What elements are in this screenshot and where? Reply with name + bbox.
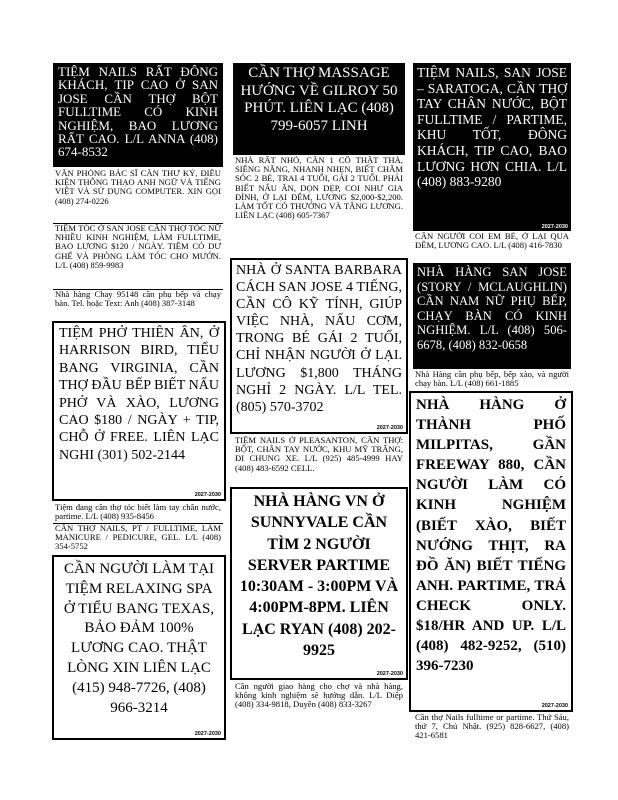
ad-nanny-two-kids	[233, 156, 405, 256]
ad-text: Tiệm đang cần thợ tóc biết làm tay chân nước, partime. L/L (408) 935-8456	[55, 503, 221, 522]
ad-nails-pleasanton	[233, 436, 405, 486]
ad-text: Nhà hàng Chay 95148 cần phụ bếp và chạy bàn. Tel. hoặc Text: Anh (408) 387-3148	[55, 289, 221, 309]
ad-text: Cần thợ Nails fulltime or partime. Thứ Sáu, thứ 7, Chủ Nhật. (925) 828-6627, (408) 421-6581	[415, 713, 569, 741]
ad-text: CẦN THỢ MASSAGE HƯỚNG VỀ GILROY 50 PHÚT. LIÊN LẠC (408) 799-6057 LINH	[240, 65, 398, 134]
ad-text: NHÀ RẤT NHỎ, CẦN 1 CÔ THẬT THÀ, SIÊNG NĂNG, NHANH NHẸN, BIẾT CHĂM SÓC 2 BÉ, TRAI 4 TUỔI, GÁI 2 TUỔI. PHẢI BIẾT NẤU ĂN, DỌN DẸP, COI NHƯ GIA ĐÌNH, Ở LẠI ĐÊM, LƯƠNG $2,000-$2,200. LÀM TỐT CÓ THƯỞNG VÀ TĂNG LƯƠNG. LIÊN LẠC (408) 605-7367	[235, 156, 403, 221]
ad-text: CẦN NGƯỜI COI EM BÉ, Ở LẠI QUA ĐÊM, LƯƠNG CAO. L/L (408) 416-7830	[415, 232, 569, 251]
ad-code: 2027-2030	[376, 671, 403, 677]
ad-text: TIỆM NAILS Ở PLEASANTON, CẦN THỢ: BỘT, CHÂN TAY NƯỚC, KHU MỸ TRẮNG, ĐI CHUNG XE. L/L (925) 485-4999 HAY (408) 483-6592 CELL.	[235, 436, 403, 473]
ad-hair-nails-partime	[53, 503, 223, 523]
ad-restaurant-story-mclaughlin	[413, 263, 571, 369]
ad-nails-weekend	[413, 713, 571, 747]
ad-doctor-office-secretary	[53, 169, 223, 221]
ad-text: TIỆM TÓC Ở SAN JOSE CẦN THỢ TÓC NỮ NHIỀU KINH NGHIỆM, LÀM FULLTIME, BAO LƯƠNG $120 / NGÀY. TIỆM CÓ DƯ GHẾ VÀ PHÒNG LÀM TÓC CHO MƯỚN. L/L (408) 859-9983	[55, 223, 221, 270]
ad-text: NHÀ Ở SANTA BARBARA CÁCH SAN JOSE 4 TIẾNG, CẦN CÔ KỸ TÍNH, GIÚP VIỆC NHÀ, NẤU CƠM, TRONG BÉ GÁI 2 TUỔI, CHỈ NHẬN NGƯỜI Ở LẠI. LƯƠNG $1,800 THÁNG NGHỈ 2 NGÀY. L/L TEL. (805) 570-3702	[236, 263, 402, 415]
ad-code: 2027-2030	[194, 492, 221, 498]
ad-text: NHÀ HÀNG SAN JOSE (STORY / MCLAUGHLIN) CẦN NAM NỮ PHỤ BẾP, CHẠY BÀN CÓ KINH NGHIỆM. L/L (408) 506-6678, (408) 832-0658	[417, 265, 567, 352]
ad-text: TIỆM NAILS RẤT ĐÔNG KHÁCH, TIP CAO Ở SAN JOSE CẦN THỢ BỘT FULLTIME CÓ KINH NGHIỆM, BAO LƯƠNG RẤT CAO. L/L ANNA (408) 674-8532	[58, 64, 218, 160]
ad-text: CẦN THỢ NAILS, PT / FULLTIME, LÀM MANICURE / PEDICURE, GEL. L/L (408) 354-5752	[55, 523, 221, 552]
ad-text: CẦN NGƯỜI LÀM TẠI TIỆM RELAXING SPA Ở TIỂU BANG TEXAS, BẢO ĐẢM 100% LƯƠNG CAO. THẬT LÒNG XIN LIÊN LẠC (415) 948-7726, (408) 966-3214	[63, 561, 215, 716]
ad-massage-gilroy	[233, 63, 405, 155]
ad-hair-salon-san-jose	[53, 223, 223, 289]
ad-restaurant-milpitas	[409, 391, 573, 712]
ad-text: VĂN PHÒNG BÁC SĨ CẦN THƯ KÝ, ĐIỀU KIỆN THÔNG THẠO ANH NGỮ VÀ TIẾNG VIỆT VÀ SỬ DỤNG COMPUTER. XIN GỌI (408) 274-0226	[55, 169, 221, 206]
ad-pho-thien-an-virginia	[52, 321, 226, 501]
ad-nails-saratoga	[413, 63, 571, 231]
ad-code: 2027-2030	[541, 224, 568, 230]
ad-code: 2027-2030	[541, 703, 568, 709]
ad-text: TIỆM NAILS, SAN JOSE – SARATOGA, CẦN THỢ TAY CHÂN NƯỚC, BỘT FULLTIME / PARTIME, KHU TỐT, ĐÔNG KHÁCH, TIP CAO, BAO LƯƠNG HƠN CHIA. L/L (408) 883-9280	[417, 65, 567, 190]
ad-code: 2027-2030	[194, 731, 221, 737]
ad-nails-san-jose-anna	[53, 63, 223, 167]
ad-text: Cần người giao hàng cho chợ và nhà hàng, không kinh nghiệm sẽ hướng dẫn. L/L Diệp (408) 334-9818, Duyên (408) 833-3267	[235, 682, 403, 710]
ad-nails-manicure-pedicure	[53, 523, 223, 553]
ad-text: NHÀ HÀNG Ở THÀNH PHỐ MILPITAS, GẦN FREEWAY 880, CẦN NGƯỜI LÀM CÓ KINH NGHIỆM (BIẾT XÀO, BIẾT NƯỚNG THỊT, RA ĐỒ ĂN) BIẾT TIẾNG ANH. PARTIME, TRẢ CHECK ONLY. $18/HR AND UP. L/L (408) 482-9252, (510) 396-7230	[416, 397, 566, 675]
ad-relaxing-spa-texas	[52, 555, 226, 740]
ad-delivery-driver	[233, 682, 405, 724]
ad-restaurant-kitchen-help	[413, 370, 571, 390]
ad-text: Nhà Hàng cần phụ bếp, bếp xào, và người chạy bàn. L/L (408) 661-1885	[415, 370, 569, 389]
ad-text: NHÀ HÀNG VN Ở SUNNYVALE CẦN TÌM 2 NGƯỜI SERVER PARTIME 10:30AM - 3:00PM VÀ 4:00PM-8PM. LIÊN LẠC RYAN (408) 202-9925	[239, 493, 399, 660]
ad-vegetarian-restaurant	[53, 289, 223, 319]
ad-vn-restaurant-sunnyvale	[230, 487, 408, 680]
ad-babysitter-overnight	[413, 232, 571, 262]
ad-santa-barbara-housekeeper	[230, 258, 408, 434]
ad-text: TIỆM PHỞ THIÊN ÂN, Ở HARRISON BIRD, TIỂU BANG VIRGINIA, CẦN THỢ ĐẦU BẾP BIẾT NẤU PHỞ VÀ XÀO, LƯƠNG CAO $180 / NGÀY + TIP, CHỖ Ở FREE. LIÊN LẠC NGHI (301) 502-2144	[59, 326, 219, 463]
ad-code: 2027-2030	[376, 425, 403, 431]
